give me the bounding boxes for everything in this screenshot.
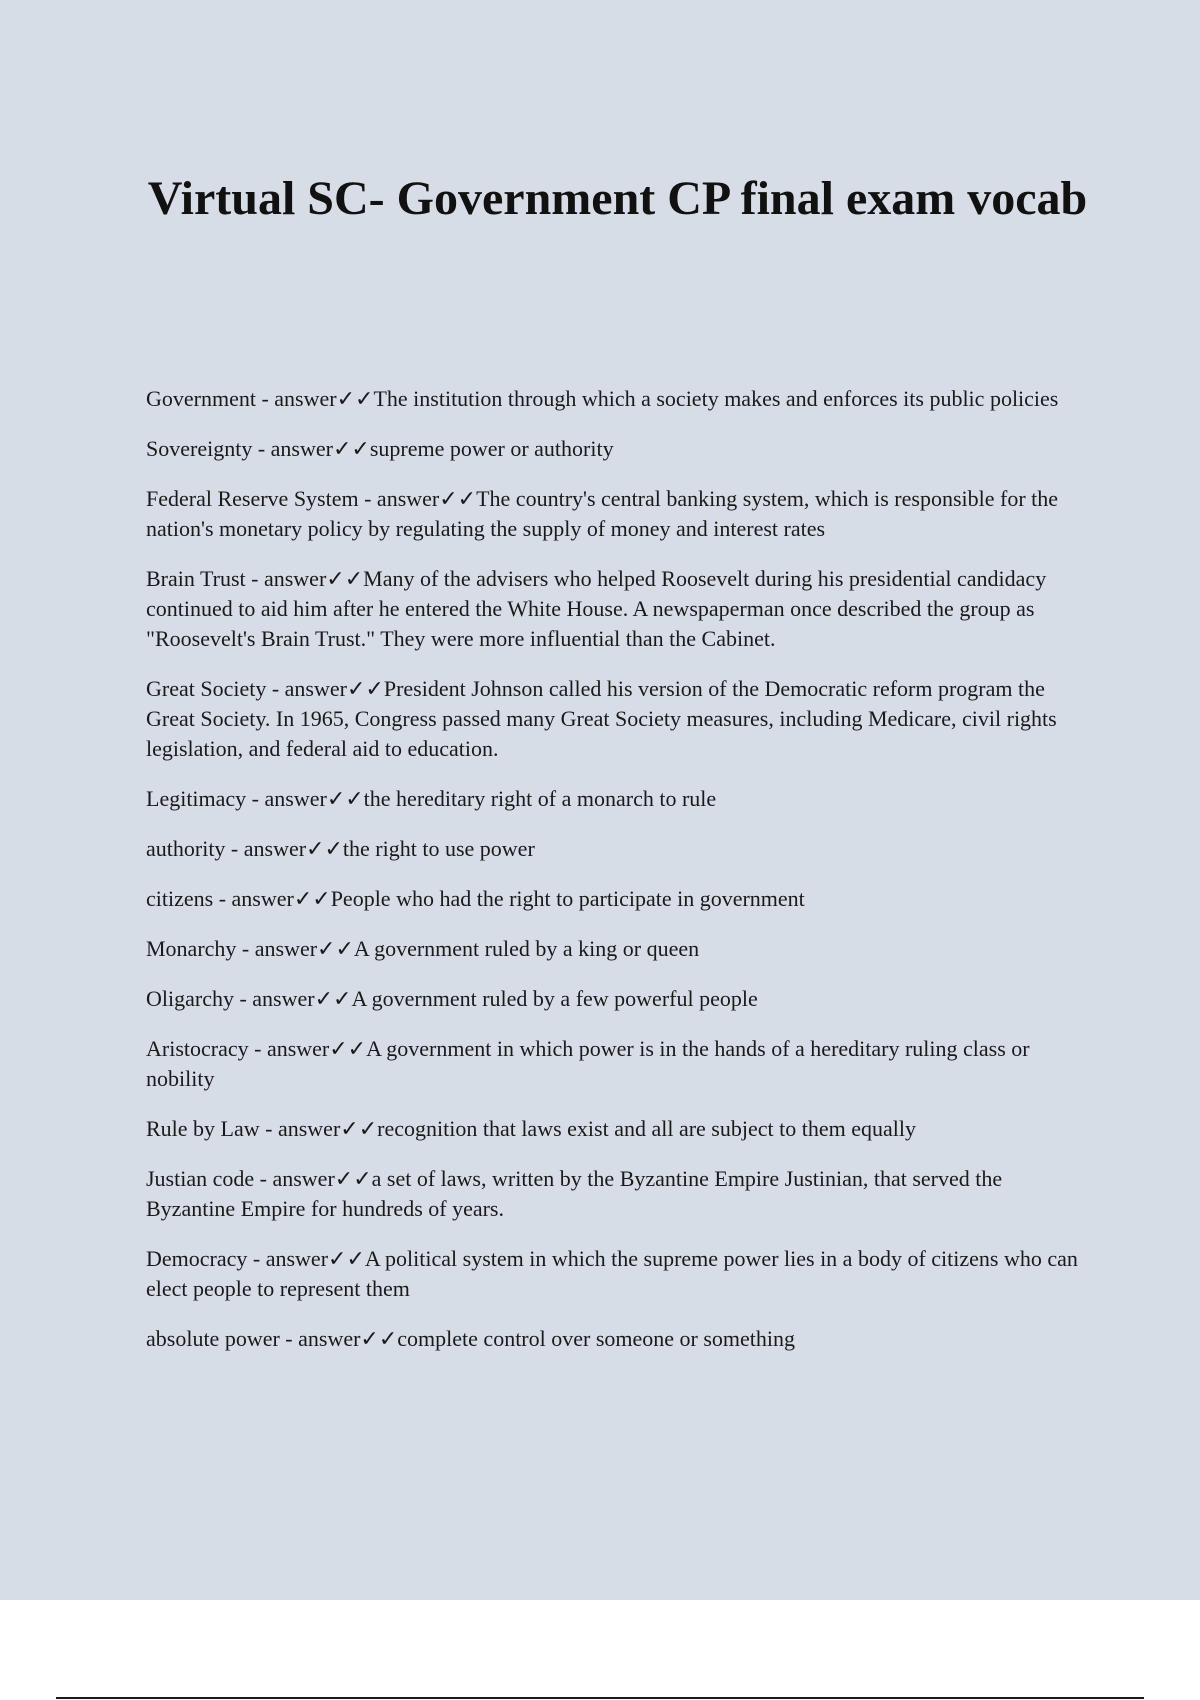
vocab-entry-legitimacy: Legitimacy - answer✓✓the hereditary right of a monarch to rule: [146, 786, 717, 811]
vocab-entry-authority: authority - answer✓✓the right to use power: [146, 836, 535, 861]
vocab-entry-oligarchy: Oligarchy - answer✓✓A government ruled by a few powerful people: [146, 986, 758, 1011]
vocab-entry-sovereignty: Sovereignty - answer✓✓supreme power or authority: [146, 436, 614, 461]
page-title: Virtual SC- Government CP final exam vocab: [147, 172, 1088, 225]
vocab-entry-justian-code: Justian code - answer✓✓a set of laws, written by the Byzantine Empire Justinian, that served the Byzantine Empire for hundreds of years.: [146, 1166, 1003, 1221]
vocab-list: [146, 384, 1086, 1374]
vocab-entry-monarchy: Monarchy - answer✓✓A government ruled by a king or queen: [146, 936, 700, 961]
vocab-entry-government: Government - answer✓✓The institution through which a society makes and enforces its public policies: [146, 386, 1059, 411]
vocab-entry-rule-by-law: Rule by Law - answer✓✓recognition that laws exist and all are subject to them equally: [146, 1116, 916, 1141]
vocab-entry-great-society: Great Society - answer✓✓President Johnson called his version of the Democratic reform program the Great Society. In 1965, Congress passed many Great Society measures, including Medicare, civil rights legislation, and federal aid to education.: [146, 676, 1057, 761]
footer-divider: [56, 1697, 1144, 1699]
vocab-entry-democracy: Democracy - answer✓✓A political system in which the supreme power lies in a body of citizens who can elect people to represent them: [146, 1246, 1078, 1301]
vocab-entry-federal-reserve-system: Federal Reserve System - answer✓✓The country's central banking system, which is responsible for the nation's monetary policy by regulating the supply of money and interest rates: [146, 486, 1059, 541]
vocab-entry-absolute-power: absolute power - answer✓✓complete control over someone or something: [146, 1326, 796, 1351]
vocab-entry-citizens: citizens - answer✓✓People who had the right to participate in government: [146, 886, 805, 911]
vocab-entry-aristocracy: Aristocracy - answer✓✓A government in which power is in the hands of a hereditary ruling class or nobility: [146, 1036, 1030, 1091]
vocab-entry-brain-trust: Brain Trust - answer✓✓Many of the advisers who helped Roosevelt during his presidential candidacy continued to aid him after he entered the White House. A newspaperman once described the group as "Roosevelt's Brain Trust." They were more influential than the Cabinet.: [146, 566, 1047, 651]
